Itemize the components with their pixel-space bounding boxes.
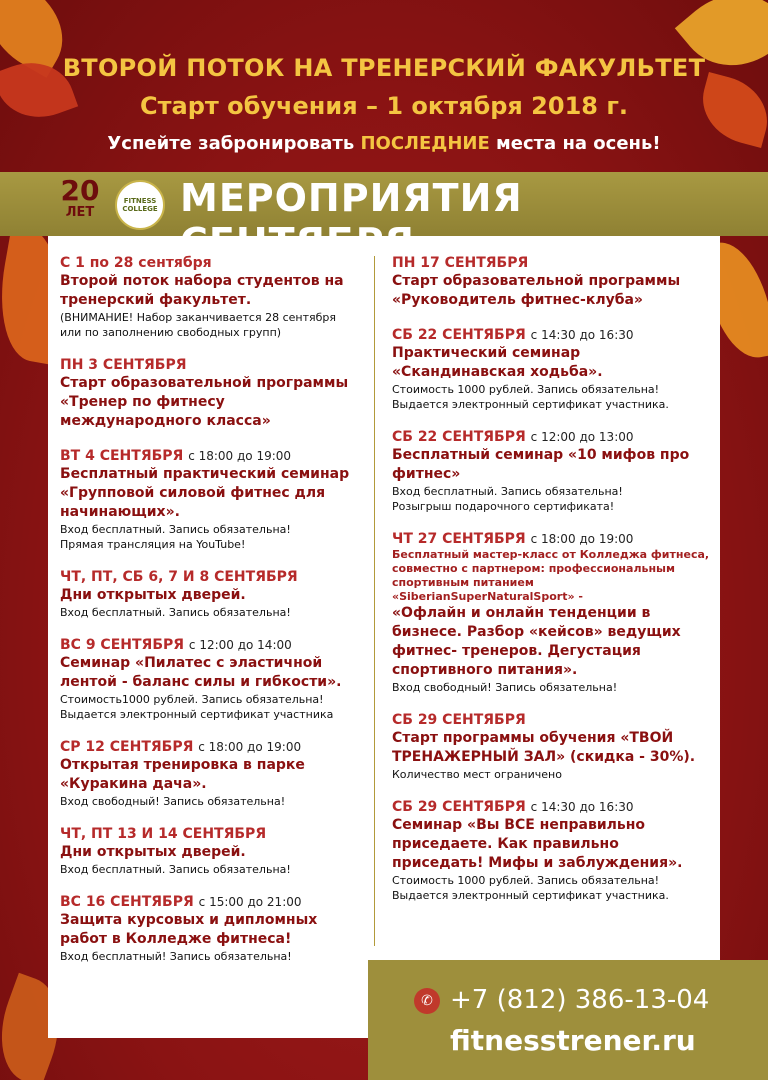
event-time: с 14:30 до 16:30 bbox=[530, 328, 634, 342]
event-date: СБ 22 СЕНТЯБРЯ с 12:00 до 13:00 bbox=[392, 429, 634, 445]
event-note: Вход бесплатный. Запись обязательна! bbox=[60, 606, 291, 619]
event-item bbox=[60, 254, 360, 340]
event-note: (ВНИМАНИЕ! Набор заканчивается 28 сентября или по заполнению свободных групп) bbox=[60, 311, 336, 339]
website-link[interactable]: fitnesstrener.ru bbox=[450, 1024, 696, 1057]
event-item bbox=[60, 568, 360, 620]
event-date: ПН 17 СЕНТЯБРЯ bbox=[392, 255, 529, 271]
event-title: Дни открытых дверей. bbox=[60, 587, 246, 603]
event-item bbox=[60, 738, 360, 809]
event-title: Практический семинар «Скандинавская ходьба». bbox=[392, 345, 603, 380]
anniversary-badge: 20 ЛЕТ bbox=[60, 174, 100, 220]
event-title: «Офлайн и онлайн тенденции в бизнесе. Разбор «кейсов» ведущих фитнес- тренеров. Дегустация спортивного питания». bbox=[392, 605, 681, 678]
event-date: СБ 29 СЕНТЯБРЯ bbox=[392, 712, 526, 728]
event-title: Бесплатный практический семинар «Групповой силовой фитнес для начинающих». bbox=[60, 466, 350, 520]
event-date: СБ 22 СЕНТЯБРЯ с 14:30 до 16:30 bbox=[392, 327, 634, 343]
event-note: Выдается электронный сертификат участника. bbox=[392, 889, 669, 902]
event-item bbox=[392, 711, 712, 782]
event-note: Вход бесплатный. Запись обязательна! bbox=[392, 485, 623, 498]
right-events-column bbox=[392, 254, 712, 919]
event-date: СБ 29 СЕНТЯБРЯ с 14:30 до 16:30 bbox=[392, 799, 634, 815]
column-divider bbox=[374, 256, 375, 946]
event-title: Второй поток набора студентов на тренерский факультет. bbox=[60, 273, 344, 308]
event-item bbox=[392, 530, 712, 695]
event-note: Вход свободный! Запись обязательна! bbox=[60, 795, 286, 808]
event-title: Бесплатный семинар «10 мифов про фитнес» bbox=[392, 447, 690, 482]
event-subtitle: Бесплатный мастер-класс от Колледжа фитнеса, совместно с партнером: профессиональным спортивным питанием «SiberianSuperNaturalSport» - bbox=[392, 548, 710, 603]
event-time: с 18:00 до 19:00 bbox=[188, 449, 292, 463]
event-date: ЧТ, ПТ 13 И 14 СЕНТЯБРЯ bbox=[60, 826, 267, 842]
event-item bbox=[60, 825, 360, 877]
event-note: Вход бесплатный. Запись обязательна! bbox=[60, 523, 291, 536]
event-note: Стоимость 1000 рублей. Запись обязательна! bbox=[392, 874, 660, 887]
event-title: Семинар «Вы ВСЕ неправильно приседаете. Как правильно приседать! Мифы и заблуждения». bbox=[392, 817, 683, 871]
event-time: с 18:00 до 19:00 bbox=[530, 532, 634, 546]
event-date: ВТ 4 СЕНТЯБРЯ с 18:00 до 19:00 bbox=[60, 448, 292, 464]
event-title: Открытая тренировка в парке «Куракина дача». bbox=[60, 757, 305, 792]
event-note: Вход свободный! Запись обязательна! bbox=[392, 681, 618, 694]
header-title: ВТОРОЙ ПОТОК НА ТРЕНЕРСКИЙ ФАКУЛЬТЕТ bbox=[62, 54, 706, 82]
event-date: С 1 по 28 сентября bbox=[60, 255, 212, 271]
event-time: с 12:00 до 14:00 bbox=[188, 638, 292, 652]
event-note: Вход бесплатный! Запись обязательна! bbox=[60, 950, 292, 963]
event-item bbox=[392, 326, 712, 412]
event-note: Стоимость1000 рублей. Запись обязательна! bbox=[60, 693, 324, 706]
event-title: Старт образовательной программы «Тренер по фитнесу международного класса» bbox=[60, 375, 349, 429]
footer bbox=[368, 960, 768, 1080]
event-note: Стоимость 1000 рублей. Запись обязательна! bbox=[392, 383, 660, 396]
event-time: с 15:00 до 21:00 bbox=[198, 895, 302, 909]
event-title: Старт программы обучения «ТВОЙ ТРЕНАЖЕРНЫЙ ЗАЛ» (скидка - 30%). bbox=[392, 730, 696, 765]
event-date: ЧТ 27 СЕНТЯБРЯ с 18:00 до 19:00 bbox=[392, 531, 634, 547]
college-logo: FITNESS COLLEGE bbox=[115, 180, 165, 230]
event-item bbox=[60, 447, 360, 552]
header-subtitle: Старт обучения – 1 октября 2018 г. bbox=[140, 92, 628, 120]
event-item bbox=[392, 798, 712, 903]
event-note: Количество мест ограничено bbox=[392, 768, 562, 781]
event-time: с 12:00 до 13:00 bbox=[530, 430, 634, 444]
event-note: Вход бесплатный. Запись обязательна! bbox=[60, 863, 291, 876]
header bbox=[0, 0, 768, 170]
left-events-column bbox=[60, 254, 360, 980]
event-item bbox=[60, 636, 360, 722]
event-note: Выдается электронный сертификат участника. bbox=[392, 398, 669, 411]
event-date: СР 12 СЕНТЯБРЯ с 18:00 до 19:00 bbox=[60, 739, 302, 755]
event-item bbox=[60, 893, 360, 964]
event-item bbox=[392, 428, 712, 514]
event-date: ВС 16 СЕНТЯБРЯ с 15:00 до 21:00 bbox=[60, 894, 302, 910]
event-item bbox=[60, 356, 360, 431]
event-time: с 18:00 до 19:00 bbox=[198, 740, 302, 754]
header-tagline: Успейте забронировать ПОСЛЕДНИЕ места на осень! bbox=[107, 133, 661, 154]
event-title: Старт образовательной программы «Руководитель фитнес-клуба» bbox=[392, 273, 681, 308]
event-title: Дни открытых дверей. bbox=[60, 844, 246, 860]
event-note: Прямая трансляция на YouTube! bbox=[60, 538, 246, 551]
phone-icon: ✆ bbox=[414, 988, 440, 1014]
event-date: ВС 9 СЕНТЯБРЯ с 12:00 до 14:00 bbox=[60, 637, 292, 653]
banner-title: МЕРОПРИЯТИЯ bbox=[180, 176, 523, 220]
event-item bbox=[392, 254, 712, 310]
event-note: Розыгрыш подарочного сертификата! bbox=[392, 500, 615, 513]
event-title: Семинар «Пилатес с эластичной лентой - баланс силы и гибкости». bbox=[60, 655, 342, 690]
event-date: ЧТ, ПТ, СБ 6, 7 И 8 СЕНТЯБРЯ bbox=[60, 569, 298, 585]
phone-number[interactable]: +7 (812) 386-13-04 bbox=[450, 985, 710, 1015]
event-note: Выдается электронный сертификат участника bbox=[60, 708, 334, 721]
event-time: с 14:30 до 16:30 bbox=[530, 800, 634, 814]
event-date: ПН 3 СЕНТЯБРЯ bbox=[60, 357, 187, 373]
event-title: Защита курсовых и дипломных работ в Колледже фитнеса! bbox=[60, 912, 318, 947]
